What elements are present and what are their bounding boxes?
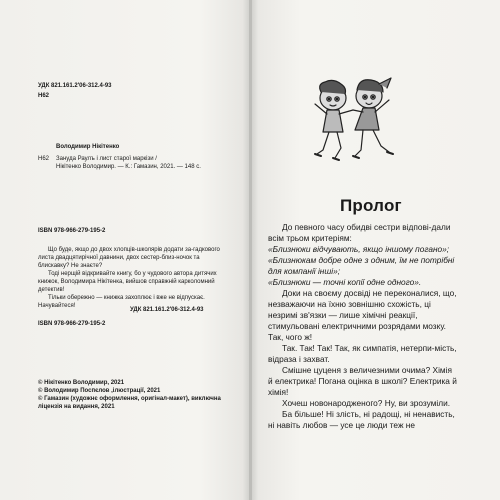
prolog-paragraph-3: Так. Так! Так! Так, як симпатія, нетерпи-мість, відраза і захват. [268, 343, 457, 364]
author-sign: Н62 [38, 93, 50, 99]
book-gutter [249, 0, 252, 500]
bibliographic-line-1: Занудa Раулъ і лист старої маркізи / [56, 156, 157, 162]
udk-code-bottom: УДК 821.161.2'06-312.4-93 [130, 307, 204, 313]
bibliographic-line-2: Нікітенко Володимир. — К.: Гамазин, 2021. — 148 с. [56, 164, 201, 170]
copyright-publisher: © Гамазин (художнє оформлення, оригінал-макет), виключна ліцензія на видання, 2021 [38, 396, 221, 410]
annotation-paragraph-2: Тоді нерщій відкривайте книгу, бо у чудового автора дитячих книжок, Володимира Нікітенка, вийшов справжній карколомний детектив! [38, 271, 217, 293]
prolog-text [268, 222, 458, 431]
criterion-quote-3: «Близнюки — точні копії одне одного». [268, 277, 422, 287]
prolog-paragraph-2: Доки на своєму досвіді не переконалися, що, незважаючи на їхню зовнішню схожість, ці незримі зв'язки — лише хімічні реакції, стимульовані електричними розрядами мозку. Так, чого ж! [268, 288, 457, 342]
prolog-paragraph-1: До певного часу обидві сестри відпові-дали всім трьом критеріям: [268, 222, 451, 243]
prolog-paragraph-4: Смішне цуценя з величезними очима? Хімія й електрика! Погана оцінка в школі? Електрика й хімія! [268, 365, 457, 397]
annotation-paragraph-3: Тільки обережно — книжка захоплює і вже не відпускає. Начувайтеся! [38, 295, 205, 309]
isbn: ISBN 978-966-279-195-2 [38, 228, 106, 234]
annotation-paragraph-1: Що буде, якщо до двох хлопців-школярів додати за-гадкового листа двадцятирічної давнини, двох сестер-близ-ночок та блискавку? Не знаєте? [38, 247, 220, 269]
udk-code: УДК 821.161.2'06-312.4-93 [38, 83, 112, 89]
author-name: Володимир Нікітенко [56, 144, 120, 150]
criterion-quote-2: «Близнюкам добре одне з одним, їм не потрібні для компанії інші»; [268, 255, 455, 276]
prolog-paragraph-5: Хочеш новонародженого? Ну, ви зрозуміли. [282, 398, 451, 408]
copyright-illustrator: © Володимир Поспєлов ,ілюстрації, 2021 [38, 388, 161, 394]
author-sign-inline: Н62 [38, 156, 50, 162]
copyright-author: © Нікітенко Володимир, 2021 [38, 380, 125, 386]
prolog-paragraph-6: Ба більше! Ні злість, ні радощі, ні ненависть, ні навіть любов — усе це люди теж не [268, 409, 455, 430]
twin-girls-dancing-illustration [305, 76, 400, 166]
isbn-bottom: ISBN 978-966-279-195-2 [38, 321, 106, 327]
chapter-title: Пролог [340, 196, 402, 215]
criterion-quote-1: «Близнюки відчувають, якщо іншому погано»; [268, 244, 450, 254]
